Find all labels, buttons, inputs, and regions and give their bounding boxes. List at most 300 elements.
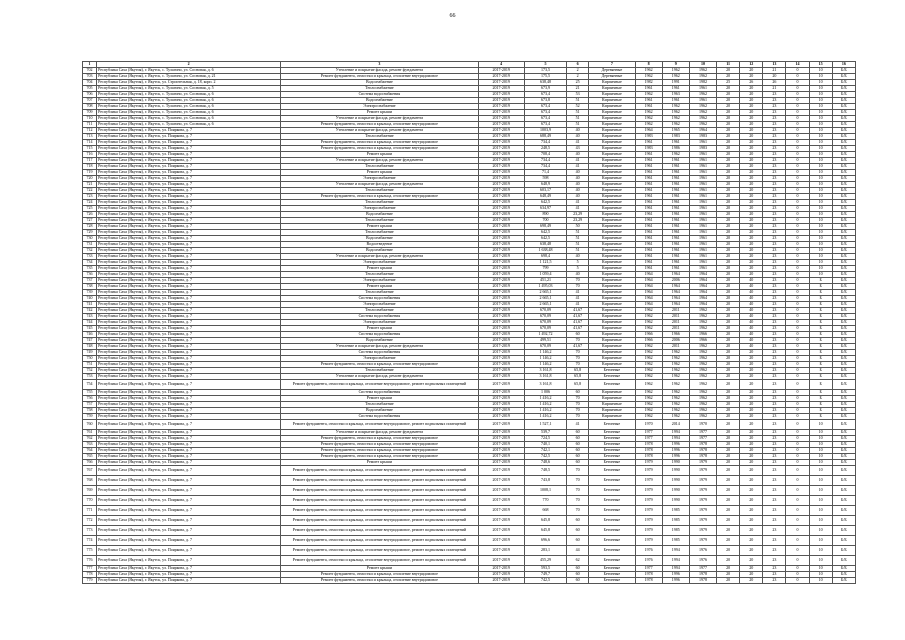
value-cell: 20 bbox=[717, 140, 740, 146]
value-cell: 23 bbox=[763, 212, 786, 218]
value-cell: 10 bbox=[809, 236, 832, 242]
row-number: 738 bbox=[83, 284, 97, 290]
value-cell: 20 bbox=[717, 526, 740, 536]
value-cell: 0 bbox=[786, 390, 809, 396]
value-cell: 20 bbox=[717, 200, 740, 206]
period-cell: 2017-2019 bbox=[478, 356, 524, 362]
table-row bbox=[83, 380, 856, 390]
row-number: 732 bbox=[83, 248, 97, 254]
value-cell: Б bbox=[809, 278, 832, 284]
address-cell: Республика Саха (Якутия), г. Якутск, ул. Пояркова, д. 7 bbox=[97, 374, 281, 380]
value-cell: 41 bbox=[567, 302, 589, 308]
year-cell: 1979 bbox=[689, 516, 716, 526]
value-cell: Б/Б bbox=[832, 496, 855, 506]
work-type-cell: Теплоснабжение bbox=[281, 134, 478, 140]
value-cell: 0 bbox=[786, 158, 809, 164]
address-cell: Республика Саха (Якутия), г. Якутск, с. Тулагино, ул. Сосновая, д. 6 bbox=[97, 110, 281, 116]
year-cell: 1979 bbox=[635, 486, 662, 496]
work-type-cell: Утепление и покрытие фасада, ремонт фундамента bbox=[281, 344, 478, 350]
year-cell: 1986 bbox=[662, 146, 689, 152]
value-cell: 20 bbox=[717, 536, 740, 546]
period-cell: 2017-2019 bbox=[478, 296, 524, 302]
value-cell: Б/Б bbox=[832, 290, 855, 296]
value-cell: Б/Б bbox=[832, 260, 855, 266]
area-cell: 173,5 bbox=[524, 68, 566, 74]
address-cell: Республика Саха (Якутия), г. Якутск, ул. Пояркова, д. 7 bbox=[97, 356, 281, 362]
value-cell: 0 bbox=[786, 526, 809, 536]
period-cell: 2017-2019 bbox=[478, 332, 524, 338]
value-cell: 40 bbox=[740, 326, 763, 332]
period-cell: 2017-2019 bbox=[478, 278, 524, 284]
period-cell: 2017-2019 bbox=[478, 92, 524, 98]
material-cell: Кирпичные bbox=[589, 390, 635, 396]
work-type-cell: Система водоснабжения bbox=[281, 296, 478, 302]
area-cell: 673,4 bbox=[524, 122, 566, 128]
value-cell: 40 bbox=[567, 182, 589, 188]
value-cell: 21 bbox=[763, 68, 786, 74]
row-number: 721 bbox=[83, 182, 97, 188]
year-cell: 1985 bbox=[662, 516, 689, 526]
area-cell: 71,4 bbox=[524, 170, 566, 176]
material-cell: Кирпичные bbox=[589, 224, 635, 230]
area-cell: 740,1 bbox=[524, 442, 566, 448]
address-cell: Республика Саха (Якутия), г. Якутск, ул. Пояркова, д. 7 bbox=[97, 260, 281, 266]
value-cell: 23 bbox=[763, 356, 786, 362]
column-header: 7 bbox=[589, 62, 635, 68]
value-cell: 10 bbox=[809, 516, 832, 526]
value-cell: 20 bbox=[717, 146, 740, 152]
year-cell: 1964 bbox=[635, 290, 662, 296]
row-number: 746 bbox=[83, 332, 97, 338]
area-cell: 1 121,5 bbox=[524, 260, 566, 266]
value-cell: 70 bbox=[567, 414, 589, 420]
area-cell: 670,09 bbox=[524, 344, 566, 350]
work-type-cell: Теплоснабжение bbox=[281, 308, 478, 314]
work-type-cell: Утепление и покрытие фасада, ремонт фундамента bbox=[281, 374, 478, 380]
year-cell: 1961 bbox=[635, 86, 662, 92]
value-cell: 20 bbox=[740, 272, 763, 278]
value-cell: 20 bbox=[740, 380, 763, 390]
year-cell: 1976 bbox=[635, 546, 662, 556]
period-cell: 2017-2019 bbox=[478, 242, 524, 248]
year-cell: 1994 bbox=[662, 436, 689, 442]
row-number: 714 bbox=[83, 140, 97, 146]
area-cell: 648,9 bbox=[524, 182, 566, 188]
value-cell: 20 bbox=[717, 254, 740, 260]
value-cell: 20 bbox=[740, 466, 763, 476]
year-cell: 1962 bbox=[689, 92, 716, 98]
address-cell: Республика Саха (Якутия), г. Якутск, ул. Пояркова, д. 7 bbox=[97, 344, 281, 350]
address-cell: Республика Саха (Якутия), г. Якутск, ул. Пояркова, д. 7 bbox=[97, 200, 281, 206]
year-cell: 1983 bbox=[689, 134, 716, 140]
value-cell: 20 bbox=[717, 86, 740, 92]
value-cell: 25 bbox=[717, 80, 740, 86]
period-cell: 2017-2019 bbox=[478, 74, 524, 80]
material-cell: Бетонные bbox=[589, 420, 635, 430]
address-cell: Республика Саха (Якутия), г. Якутск, с. Тулагино, ул. Сосновая, д. 6 bbox=[97, 68, 281, 74]
material-cell: Кирпичные bbox=[589, 332, 635, 338]
page-number: 66 bbox=[449, 13, 456, 19]
value-cell: 20 bbox=[717, 566, 740, 572]
value-cell: Б/Б bbox=[832, 506, 855, 516]
material-cell: Бетонные bbox=[589, 556, 635, 566]
area-cell: 698,4 bbox=[524, 254, 566, 260]
value-cell: 20 bbox=[717, 344, 740, 350]
area-cell: 642,5 bbox=[524, 230, 566, 236]
row-number: 739 bbox=[83, 290, 97, 296]
work-type-cell: Теплоснабжение bbox=[281, 290, 478, 296]
value-cell: Б/Б bbox=[832, 460, 855, 466]
value-cell: Б/Б bbox=[832, 326, 855, 332]
area-cell: 1008,1 bbox=[524, 486, 566, 496]
address-cell: Республика Саха (Якутия), г. Якутск, с. Тулагино, ул. Сосновая, д. 6 bbox=[97, 98, 281, 104]
year-cell: 1961 bbox=[689, 170, 716, 176]
material-cell: Бетонные bbox=[589, 496, 635, 506]
table-row bbox=[83, 556, 856, 566]
work-type-cell: Электроснабжение bbox=[281, 302, 478, 308]
value-cell: 0 bbox=[786, 254, 809, 260]
value-cell: Б bbox=[809, 332, 832, 338]
value-cell: 23 bbox=[763, 486, 786, 496]
period-cell: 2017-2019 bbox=[478, 194, 524, 200]
value-cell: 20 bbox=[740, 134, 763, 140]
year-cell: 1961 bbox=[662, 188, 689, 194]
value-cell: Б/Б bbox=[832, 566, 855, 572]
work-type-cell: Теплоснабжение bbox=[281, 368, 478, 374]
value-cell: 20 bbox=[717, 408, 740, 414]
value-cell: 23 bbox=[763, 224, 786, 230]
material-cell: Кирпичные bbox=[589, 98, 635, 104]
row-number: 752 bbox=[83, 368, 97, 374]
value-cell: 20 bbox=[717, 128, 740, 134]
material-cell: Бетонные bbox=[589, 536, 635, 546]
value-cell: 10 bbox=[809, 164, 832, 170]
value-cell: 10 bbox=[809, 140, 832, 146]
year-cell: 1961 bbox=[662, 182, 689, 188]
value-cell: Б/Б bbox=[832, 170, 855, 176]
area-cell: 1 416,2 bbox=[524, 414, 566, 420]
value-cell: 10 bbox=[809, 116, 832, 122]
area-cell: 748,6 bbox=[524, 460, 566, 466]
value-cell: 23 bbox=[763, 320, 786, 326]
address-cell: Республика Саха (Якутия), г. Якутск, ул. Пояркова, д. 7 bbox=[97, 182, 281, 188]
value-cell: 20 bbox=[740, 362, 763, 368]
row-number: 762 bbox=[83, 436, 97, 442]
value-cell: Б/Б bbox=[832, 218, 855, 224]
value-cell: Б/Б bbox=[832, 420, 855, 430]
row-number: 703 bbox=[83, 74, 97, 80]
column-header: 9 bbox=[662, 62, 689, 68]
value-cell: 10 bbox=[809, 110, 832, 116]
value-cell: 0 bbox=[786, 308, 809, 314]
row-number: 705 bbox=[83, 86, 97, 92]
value-cell: 10 bbox=[809, 566, 832, 572]
year-cell: 1977 bbox=[635, 436, 662, 442]
value-cell: 20 bbox=[717, 326, 740, 332]
value-cell: Б/Б bbox=[832, 242, 855, 248]
year-cell: 1961 bbox=[689, 194, 716, 200]
value-cell: 20 bbox=[740, 206, 763, 212]
area-cell: 670,09 bbox=[524, 308, 566, 314]
year-cell: 1961 bbox=[662, 230, 689, 236]
value-cell: 0 bbox=[786, 448, 809, 454]
value-cell: 20 bbox=[717, 176, 740, 182]
year-cell: 1962 bbox=[662, 74, 689, 80]
value-cell: 0 bbox=[786, 476, 809, 486]
value-cell: 20 bbox=[717, 218, 740, 224]
address-cell: Республика Саха (Якутия), г. Якутск, ул. Пояркова, д. 7 bbox=[97, 536, 281, 546]
value-cell: 70 bbox=[567, 396, 589, 402]
row-number: 751 bbox=[83, 362, 97, 368]
year-cell: 1961 bbox=[635, 224, 662, 230]
year-cell: 1962 bbox=[662, 104, 689, 110]
year-cell: 1962 bbox=[662, 350, 689, 356]
value-cell: Б/Б bbox=[832, 224, 855, 230]
row-number: 755 bbox=[83, 390, 97, 396]
work-type-cell: Ремонт фундамента, отмостки и крыльца, отопление внутридомовое bbox=[281, 454, 478, 460]
year-cell: 1976 bbox=[689, 546, 716, 556]
value-cell: 0 bbox=[786, 380, 809, 390]
value-cell: Б/Б bbox=[832, 194, 855, 200]
year-cell: 1962 bbox=[689, 314, 716, 320]
year-cell: 1996 bbox=[662, 578, 689, 584]
area-cell: 539,7 bbox=[524, 430, 566, 436]
value-cell: 20 bbox=[740, 146, 763, 152]
row-number: 744 bbox=[83, 320, 97, 326]
row-number: 776 bbox=[83, 556, 97, 566]
year-cell: 1961 bbox=[689, 218, 716, 224]
value-cell: Б/Б bbox=[832, 266, 855, 272]
area-cell: 670,09 bbox=[524, 326, 566, 332]
period-cell: 2017-2019 bbox=[478, 236, 524, 242]
value-cell: 10 bbox=[809, 442, 832, 448]
value-cell: 0 bbox=[786, 242, 809, 248]
area-cell: 673,8 bbox=[524, 98, 566, 104]
value-cell: 0 bbox=[786, 296, 809, 302]
area-cell: 743,8 bbox=[524, 476, 566, 486]
year-cell: 1961 bbox=[689, 164, 716, 170]
period-cell: 2017-2019 bbox=[478, 170, 524, 176]
row-number: 777 bbox=[83, 566, 97, 572]
work-type-cell: Ремонт фундамента, отмостки и крыльца, отопление внутридомовое, ремонт подвальных помещений bbox=[281, 516, 478, 526]
year-cell: 1964 bbox=[635, 284, 662, 290]
material-cell: Кирпичные bbox=[589, 236, 635, 242]
value-cell: 20 bbox=[740, 402, 763, 408]
value-cell: 60 bbox=[567, 516, 589, 526]
row-number: 734 bbox=[83, 260, 97, 266]
value-cell: 20 bbox=[717, 164, 740, 170]
value-cell: Б/Б bbox=[832, 140, 855, 146]
year-cell: 1961 bbox=[635, 170, 662, 176]
value-cell: 20 bbox=[740, 116, 763, 122]
address-cell: Республика Саха (Якутия), г. Якутск, ул. Пояркова, д. 7 bbox=[97, 158, 281, 164]
column-header: 16 bbox=[832, 62, 855, 68]
value-cell: 51 bbox=[567, 242, 589, 248]
value-cell: 23 bbox=[763, 98, 786, 104]
value-cell: 0 bbox=[786, 546, 809, 556]
value-cell: 10 bbox=[809, 466, 832, 476]
material-cell: Бетонные bbox=[589, 572, 635, 578]
value-cell: Б bbox=[809, 338, 832, 344]
row-number: 760 bbox=[83, 420, 97, 430]
period-cell: 2017-2019 bbox=[478, 466, 524, 476]
value-cell: Б bbox=[809, 296, 832, 302]
column-header: 3 bbox=[281, 62, 478, 68]
work-type-cell: Ремонт фундамента, отмостки и крыльца, отопление внутридомовое, ремонт подвальных помещений bbox=[281, 496, 478, 506]
row-number: 702 bbox=[83, 68, 97, 74]
address-cell: Республика Саха (Якутия), г. Якутск, ул. Пояркова, д. 7 bbox=[97, 578, 281, 584]
value-cell: 2 bbox=[567, 74, 589, 80]
value-cell: 20 bbox=[717, 98, 740, 104]
value-cell: 23 bbox=[763, 260, 786, 266]
value-cell: 20 bbox=[717, 212, 740, 218]
row-number: 774 bbox=[83, 536, 97, 546]
value-cell: 41 bbox=[567, 290, 589, 296]
value-cell: 20 bbox=[740, 92, 763, 98]
value-cell: 23 bbox=[763, 526, 786, 536]
row-number: 730 bbox=[83, 236, 97, 242]
year-cell: 1962 bbox=[662, 362, 689, 368]
year-cell: 1978 bbox=[635, 454, 662, 460]
value-cell: 20 bbox=[740, 578, 763, 584]
year-cell: 1964 bbox=[662, 302, 689, 308]
value-cell: 20 bbox=[717, 92, 740, 98]
value-cell: 23 bbox=[763, 362, 786, 368]
value-cell: Б/Б bbox=[832, 98, 855, 104]
area-cell: 668 bbox=[524, 506, 566, 516]
value-cell: 23 bbox=[763, 338, 786, 344]
value-cell: 20 bbox=[717, 362, 740, 368]
value-cell: 0 bbox=[786, 218, 809, 224]
year-cell: 1962 bbox=[689, 104, 716, 110]
year-cell: 1962 bbox=[689, 68, 716, 74]
value-cell: Б/Б bbox=[832, 402, 855, 408]
work-type-cell: Теплоснабжение bbox=[281, 272, 478, 278]
address-cell: Республика Саха (Якутия), г. Якутск, ул. Пояркова, д. 7 bbox=[97, 320, 281, 326]
address-cell: Республика Саха (Якутия), г. Якутск, ул. Пояркова, д. 7 bbox=[97, 454, 281, 460]
value-cell: 10 bbox=[809, 152, 832, 158]
area-cell: 673,4 bbox=[524, 104, 566, 110]
area-cell: 1 495,03 bbox=[524, 284, 566, 290]
period-cell: 2017-2019 bbox=[478, 206, 524, 212]
value-cell: 23 bbox=[763, 200, 786, 206]
year-cell: 1962 bbox=[635, 122, 662, 128]
value-cell: 51 bbox=[567, 248, 589, 254]
row-number: 718 bbox=[83, 164, 97, 170]
value-cell: 10 bbox=[809, 134, 832, 140]
area-cell: 742,1 bbox=[524, 448, 566, 454]
value-cell: 20 bbox=[740, 516, 763, 526]
value-cell: 20 bbox=[717, 476, 740, 486]
area-cell: 1 527,1 bbox=[524, 420, 566, 430]
value-cell: 0 bbox=[786, 92, 809, 98]
address-cell: Республика Саха (Якутия), г. Якутск, с. Тулагино, ул. Сосновая, д. 6 bbox=[97, 122, 281, 128]
value-cell: 20 bbox=[740, 194, 763, 200]
address-cell: Республика Саха (Якутия), г. Якутск, с. Тулагино, ул. Сосновая, д. 21 bbox=[97, 74, 281, 80]
material-cell: Бетонные bbox=[589, 546, 635, 556]
value-cell: 23 bbox=[763, 332, 786, 338]
value-cell: 20 bbox=[740, 356, 763, 362]
year-cell: 1961 bbox=[662, 176, 689, 182]
year-cell: 1996 bbox=[662, 442, 689, 448]
value-cell: 23 bbox=[763, 134, 786, 140]
value-cell: 0 bbox=[786, 566, 809, 572]
value-cell: 0 bbox=[786, 134, 809, 140]
area-cell: 499,51 bbox=[524, 338, 566, 344]
work-type-cell: Ремонт крыши bbox=[281, 396, 478, 402]
address-cell: Республика Саха (Якутия), г. Якутск, ул. Пояркова, д. 7 bbox=[97, 448, 281, 454]
value-cell: 23 bbox=[763, 254, 786, 260]
value-cell: 21 bbox=[763, 86, 786, 92]
value-cell: Б bbox=[809, 284, 832, 290]
year-cell: 1964 bbox=[689, 302, 716, 308]
value-cell: 23 bbox=[763, 152, 786, 158]
value-cell: 65,8 bbox=[567, 368, 589, 374]
period-cell: 2017-2019 bbox=[478, 516, 524, 526]
value-cell: 20 bbox=[740, 420, 763, 430]
year-cell: 1979 bbox=[635, 536, 662, 546]
value-cell: 20 bbox=[717, 448, 740, 454]
row-number: 770 bbox=[83, 496, 97, 506]
year-cell: 1964 bbox=[689, 296, 716, 302]
row-number: 728 bbox=[83, 224, 97, 230]
year-cell: 1961 bbox=[635, 158, 662, 164]
value-cell: Б/Б bbox=[832, 116, 855, 122]
year-cell: 1962 bbox=[689, 380, 716, 390]
period-cell: 2017-2019 bbox=[478, 116, 524, 122]
row-number: 741 bbox=[83, 302, 97, 308]
year-cell: 1962 bbox=[635, 344, 662, 350]
value-cell: 40 bbox=[740, 284, 763, 290]
value-cell: 20 bbox=[717, 320, 740, 326]
value-cell: 20 bbox=[740, 218, 763, 224]
value-cell: 40 bbox=[567, 128, 589, 134]
row-number: 754 bbox=[83, 380, 97, 390]
period-cell: 2017-2019 bbox=[478, 188, 524, 194]
table-row bbox=[83, 526, 856, 536]
work-type-cell: Электроснабжение bbox=[281, 356, 478, 362]
period-cell: 2017-2019 bbox=[478, 476, 524, 486]
table-row bbox=[83, 506, 856, 516]
material-cell: Бетонные bbox=[589, 448, 635, 454]
year-cell: 1961 bbox=[689, 242, 716, 248]
value-cell: 20 bbox=[740, 368, 763, 374]
row-number: 735 bbox=[83, 266, 97, 272]
value-cell: 20 bbox=[740, 496, 763, 506]
year-cell: 1962 bbox=[635, 116, 662, 122]
address-cell: Республика Саха (Якутия), г. Якутск, ул. Пояркова, д. 7 bbox=[97, 272, 281, 278]
row-number: 706 bbox=[83, 92, 97, 98]
year-cell: 1961 bbox=[635, 200, 662, 206]
work-type-cell: Водоснабжение bbox=[281, 212, 478, 218]
period-cell: 2017-2019 bbox=[478, 266, 524, 272]
area-cell: 248,5 bbox=[524, 146, 566, 152]
year-cell: 1983 bbox=[689, 146, 716, 152]
year-cell: 1961 bbox=[635, 182, 662, 188]
area-cell: 799 bbox=[524, 266, 566, 272]
row-number: 722 bbox=[83, 188, 97, 194]
value-cell: 20 bbox=[740, 448, 763, 454]
value-cell: 10 bbox=[809, 212, 832, 218]
material-cell: Бетонные bbox=[589, 454, 635, 460]
value-cell: 20 bbox=[717, 224, 740, 230]
value-cell: 0 bbox=[786, 430, 809, 436]
value-cell: 20 bbox=[740, 68, 763, 74]
value-cell: 0 bbox=[786, 486, 809, 496]
period-cell: 2017-2019 bbox=[478, 104, 524, 110]
year-cell: 1964 bbox=[662, 272, 689, 278]
address-cell: Республика Саха (Якутия), г. Якутск, ул. Пояркова, д. 7 bbox=[97, 146, 281, 152]
